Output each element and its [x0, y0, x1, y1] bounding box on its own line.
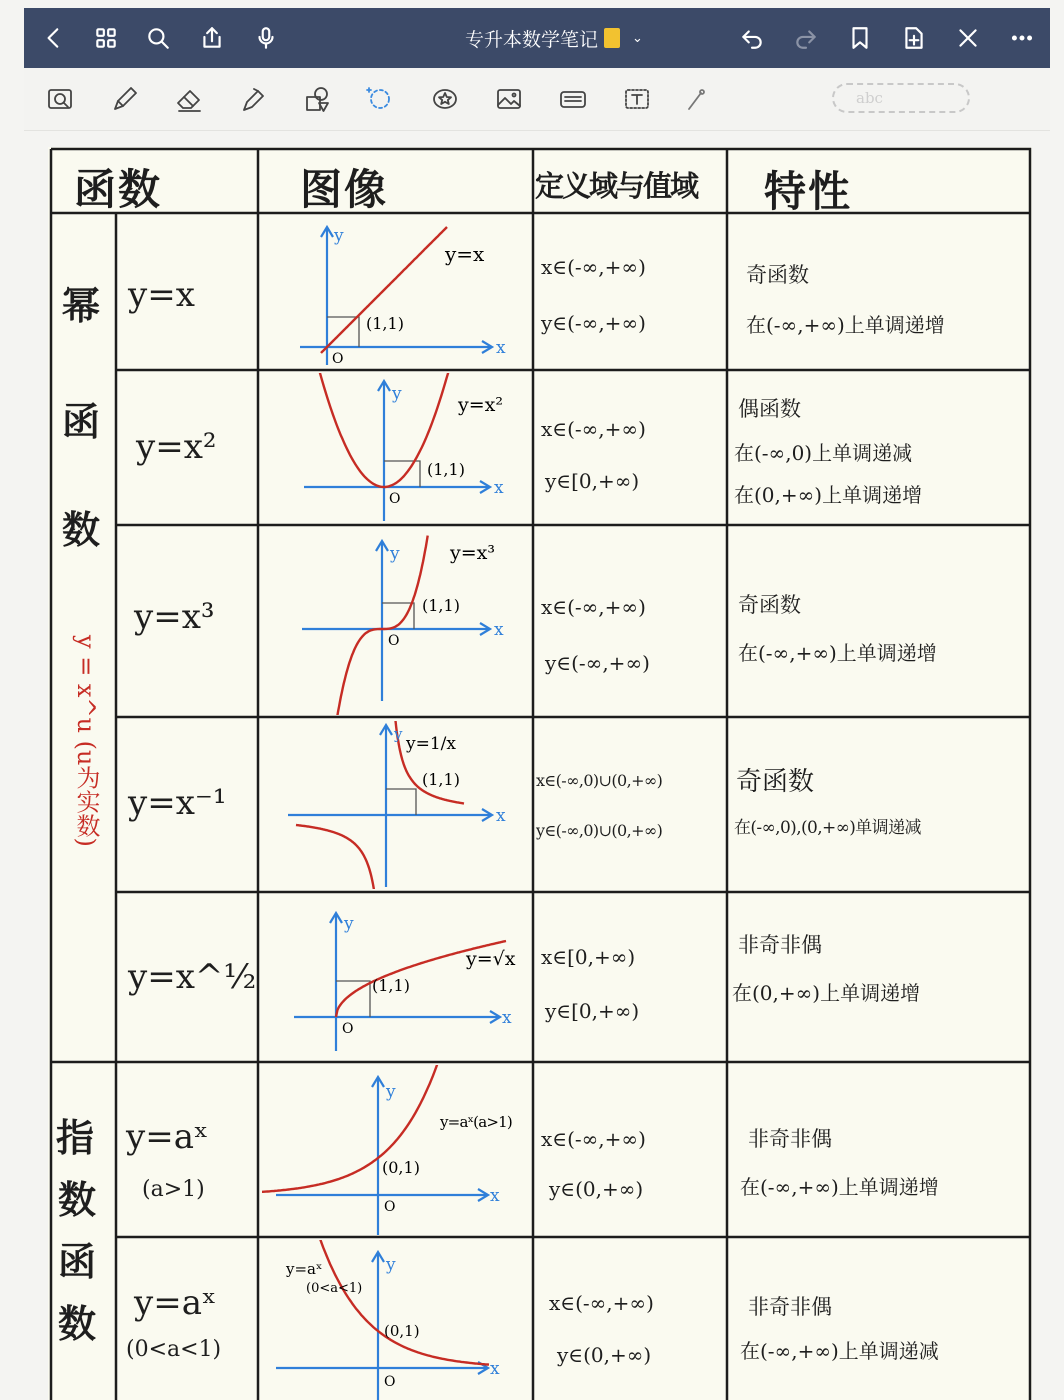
highlighter-icon[interactable] — [234, 80, 272, 118]
domain-cell-6: x∈(-∞,+∞) — [541, 1127, 646, 1151]
eraser-icon[interactable] — [170, 80, 208, 118]
prop-cell-7-b: 在(-∞,+∞)上单调递减 — [740, 1339, 939, 1363]
chevron-down-icon: ⌄ — [632, 30, 643, 46]
curve-label: y=x³ — [450, 542, 495, 564]
curve-reciprocal-negative — [296, 825, 380, 889]
prop-cell-1-b: 在(-∞,+∞)上单调递增 — [746, 313, 945, 337]
point-label: (1,1) — [422, 770, 460, 789]
header-domain-range: 定义域与值域 — [535, 169, 698, 203]
x-axis-label: x — [490, 1359, 500, 1379]
x-axis — [288, 809, 492, 821]
y-axis-label: y — [390, 544, 400, 564]
top-app-bar — [24, 8, 1050, 68]
range-cell-7: y∈(0,+∞) — [557, 1343, 652, 1367]
curve-label: y=1/x — [406, 734, 456, 754]
dash-guides — [386, 789, 416, 815]
graph-square — [262, 373, 532, 523]
x-axis-label: x — [494, 620, 504, 640]
group-exp-char-2: 数 — [58, 1177, 97, 1222]
notebook-emoji-icon — [604, 28, 620, 48]
curve-label: y=x — [445, 242, 485, 266]
y-axis-label: y — [344, 914, 354, 934]
domain-cell-2: x∈(-∞,+∞) — [541, 417, 646, 441]
func-cell-6: y=aˣ — [126, 1117, 209, 1157]
x-axis-label: x — [494, 478, 504, 498]
origin-label: O — [384, 1374, 396, 1390]
y-axis — [380, 725, 392, 887]
graph-sqrt — [262, 895, 532, 1063]
microphone-icon[interactable] — [250, 22, 282, 54]
share-icon[interactable] — [196, 22, 228, 54]
func-cell-2: y=x² — [136, 427, 217, 467]
x-axis — [276, 1189, 488, 1201]
prop-cell-3-a: 奇函数 — [738, 593, 801, 617]
y-axis-label: y — [334, 226, 344, 246]
laser-icon[interactable] — [676, 80, 714, 118]
func-cell-4: y=x⁻¹ — [128, 783, 227, 823]
prop-cell-2-a: 偶函数 — [738, 397, 801, 421]
image-icon[interactable] — [490, 80, 528, 118]
func-cell-5: y=x^½ — [128, 957, 257, 997]
prop-cell-6-a: 非奇非偶 — [748, 1127, 832, 1151]
origin-label: O — [384, 1199, 396, 1215]
origin-label: O — [388, 633, 400, 649]
prop-cell-2-c: 在(0,+∞)上单调递增 — [734, 483, 923, 507]
prop-cell-4-b: 在(-∞,0),(0,+∞)单调递减 — [734, 818, 921, 838]
func-cell-3: y=x³ — [134, 597, 215, 637]
origin-label: O — [389, 491, 401, 507]
group-power-char-2: 函 — [62, 399, 101, 444]
range-cell-6: y∈(0,+∞) — [549, 1177, 644, 1201]
y-axis-label: y — [392, 384, 402, 404]
range-cell-1: y∈(-∞,+∞) — [541, 311, 646, 335]
curve-label: y=x² — [458, 394, 503, 416]
zoom-tool-icon[interactable] — [42, 80, 80, 118]
more-icon[interactable] — [1006, 22, 1038, 54]
y-axis-label: y — [386, 1255, 396, 1275]
graph-reciprocal — [262, 721, 532, 889]
func-cell-7: y=aˣ — [134, 1283, 217, 1323]
func-cell-6-condition: (a>1) — [142, 1177, 205, 1202]
grid-icon[interactable] — [90, 22, 122, 54]
prop-cell-7-a: 非奇非偶 — [748, 1295, 832, 1319]
pen-icon[interactable] — [106, 80, 144, 118]
x-axis — [300, 341, 492, 353]
domain-cell-3: x∈(-∞,+∞) — [541, 595, 646, 619]
point-label: (1,1) — [366, 314, 404, 333]
curve-label: y=aˣ(a>1) — [440, 1113, 512, 1131]
prop-cell-4-a: 奇函数 — [736, 767, 815, 797]
group-power-char-3: 数 — [62, 507, 101, 552]
x-axis — [276, 1362, 488, 1374]
group-exp-char-4: 数 — [58, 1301, 97, 1346]
add-page-icon[interactable] — [898, 22, 930, 54]
y-axis — [330, 913, 342, 1051]
search-icon[interactable] — [142, 22, 174, 54]
point-label: (1,1) — [372, 976, 410, 995]
document-title[interactable] — [434, 24, 674, 52]
x-axis-label: x — [490, 1186, 500, 1206]
bookmark-icon[interactable] — [844, 22, 876, 54]
group-exp-char-1: 指 — [56, 1115, 95, 1160]
range-cell-4: y∈(-∞,0)∪(0,+∞) — [536, 821, 663, 840]
prop-cell-6-b: 在(-∞,+∞)上单调递增 — [740, 1175, 939, 1199]
graph-exp-growth — [262, 1065, 532, 1237]
domain-cell-1: x∈(-∞,+∞) — [541, 255, 646, 279]
point-label: (1,1) — [422, 596, 460, 615]
point-label: (0,1) — [384, 1322, 420, 1340]
point-label: (1,1) — [427, 460, 465, 479]
point-label: (0,1) — [382, 1158, 420, 1177]
notebook-page[interactable] — [48, 147, 1032, 1400]
range-cell-2: y∈[0,+∞) — [545, 469, 640, 493]
camera-icon[interactable] — [554, 80, 592, 118]
range-cell-3: y∈(-∞,+∞) — [545, 651, 650, 675]
domain-cell-7: x∈(-∞,+∞) — [549, 1291, 654, 1315]
origin-label: O — [342, 1021, 354, 1037]
sticker-icon[interactable] — [426, 80, 464, 118]
redo-icon[interactable] — [790, 22, 822, 54]
y-axis — [376, 541, 388, 701]
lasso-icon[interactable] — [360, 80, 398, 118]
curve-label: y=aˣ — [286, 1260, 323, 1278]
graph-exp-decay — [262, 1240, 532, 1400]
domain-cell-5: x∈[0,+∞) — [541, 945, 636, 969]
x-axis-label: x — [502, 1008, 512, 1028]
drawing-toolbar — [24, 68, 1050, 131]
x-axis-label: x — [496, 806, 506, 826]
document-title-text: 专升本数学笔记 — [465, 28, 599, 51]
text-style-input[interactable] — [832, 83, 970, 113]
x-axis-label: x — [496, 338, 506, 358]
curve-exp-growth — [262, 1065, 452, 1192]
x-axis — [294, 1011, 500, 1023]
origin-label: O — [332, 351, 344, 367]
header-graph: 图像 — [300, 165, 389, 214]
textbox-icon[interactable] — [618, 80, 656, 118]
group-power-char-1: 幂 — [62, 283, 101, 328]
y-axis-label: y — [394, 725, 403, 743]
prop-cell-3-b: 在(-∞,+∞)上单调递增 — [738, 641, 937, 665]
domain-cell-4: x∈(-∞,0)∪(0,+∞) — [536, 771, 663, 790]
y-axis-label: y — [386, 1082, 396, 1102]
curve-exp-decay — [304, 1240, 489, 1365]
curve-label-condition: (0<a<1) — [306, 1281, 363, 1296]
header-properties: 特性 — [764, 167, 853, 216]
text-style-placeholder: abc — [856, 89, 883, 107]
graph-identity — [262, 217, 532, 367]
prop-cell-2-b: 在(-∞,0)上单调递减 — [734, 441, 913, 465]
back-icon[interactable] — [38, 22, 70, 54]
graph-cube — [262, 527, 532, 715]
group-power-note: y = x^u (u为实数) — [72, 635, 100, 847]
func-cell-1: y=x — [128, 275, 195, 315]
close-icon[interactable] — [952, 22, 984, 54]
group-exp-char-3: 函 — [58, 1239, 97, 1284]
curve-label: y=√x — [466, 948, 516, 970]
func-cell-7-condition: (0<a<1) — [126, 1337, 222, 1362]
header-function: 函数 — [74, 165, 163, 214]
prop-cell-5-a: 非奇非偶 — [738, 933, 822, 957]
dash-guides — [384, 461, 420, 487]
prop-cell-5-b: 在(0,+∞)上单调递增 — [732, 981, 921, 1005]
undo-icon[interactable] — [736, 22, 768, 54]
range-cell-5: y∈[0,+∞) — [545, 999, 640, 1023]
shapes-icon[interactable] — [298, 80, 336, 118]
prop-cell-1-a: 奇函数 — [746, 263, 809, 287]
